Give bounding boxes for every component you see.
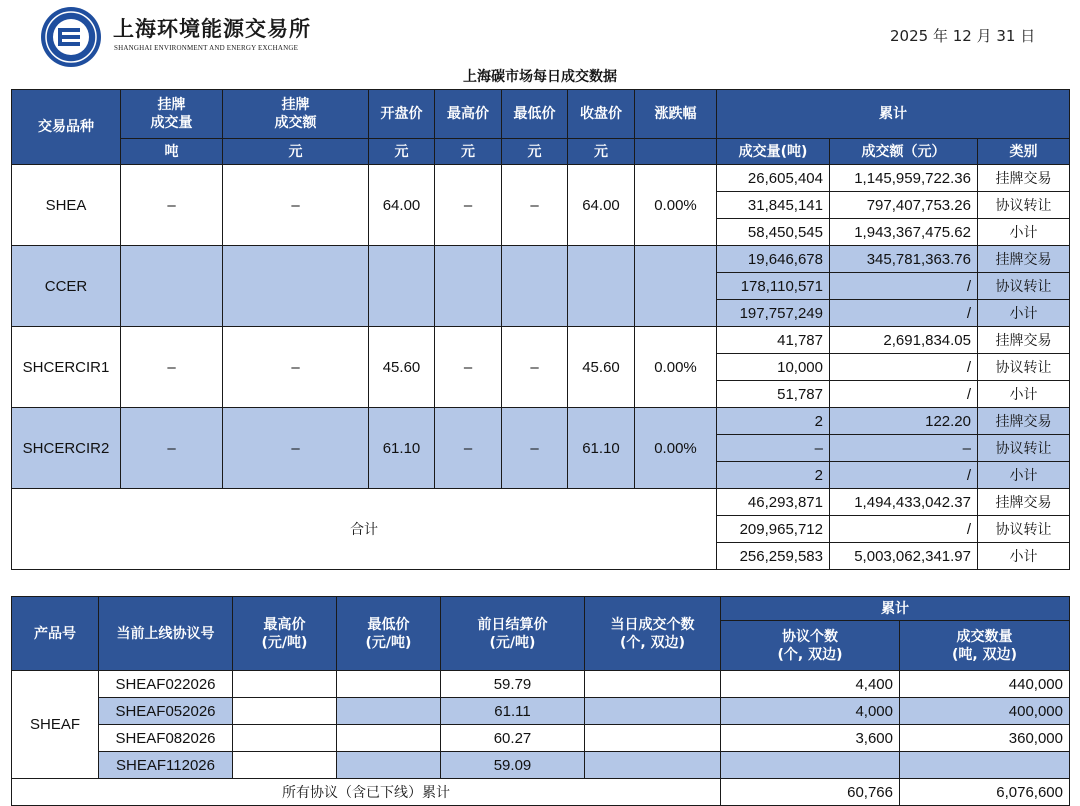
cell-cum-volume: 31,845,141 (717, 192, 830, 219)
cell-cum-amount: – (830, 435, 978, 462)
cell-low (337, 752, 441, 779)
cell-cum-volume: 26,605,404 (717, 165, 830, 192)
table-row (12, 752, 1070, 779)
cell-settle: 60.27 (441, 725, 585, 752)
cell-product: SHEA (12, 165, 121, 246)
cell-settle: 61.11 (441, 698, 585, 725)
cell-change: 0.00% (635, 327, 717, 408)
cell-open: 61.10 (369, 408, 435, 489)
cell-cum-volume: 41,787 (717, 327, 830, 354)
col-listed-volume-label: 挂牌 成交量 (150, 97, 193, 131)
cell-count: 4,400 (721, 671, 900, 698)
cell-daily (585, 752, 721, 779)
cell-total-type: 协议转让 (978, 516, 1070, 543)
cell-total-type: 小计 (978, 543, 1070, 570)
cell-total-amount: / (830, 516, 978, 543)
cell-listed-amount: – (223, 327, 369, 408)
cell-cum-type: 挂牌交易 (978, 327, 1070, 354)
unit-close: 元 (568, 139, 635, 165)
col-open: 开盘价 (369, 90, 435, 139)
cell-cum-amount: / (830, 381, 978, 408)
cell-cum-amount: 345,781,363.76 (830, 246, 978, 273)
col2-cum-qty (900, 621, 1070, 671)
cell-cum-volume: 58,450,545 (717, 219, 830, 246)
cell-cum-amount: 1,943,367,475.62 (830, 219, 978, 246)
cell-cum-type: 小计 (978, 300, 1070, 327)
col2-cum-qty-label: 成交数量 (吨, 双边) (952, 628, 1017, 663)
col2-cumulative: 累计 (721, 597, 1070, 621)
col-cumulative: 累计 (717, 90, 1070, 139)
cell-cum-type: 挂牌交易 (978, 246, 1070, 273)
cell-cum-amount: 2,691,834.05 (830, 327, 978, 354)
table-row (12, 408, 1070, 435)
cell-contract: SHEAF112026 (99, 752, 233, 779)
total-row (12, 779, 1070, 806)
cell-total-amount: 5,003,062,341.97 (830, 543, 978, 570)
cell-daily (585, 725, 721, 752)
col-listed-amount (223, 90, 369, 139)
col2-product: 产品号 (12, 597, 99, 671)
cell-daily (585, 671, 721, 698)
cell-contract: SHEAF052026 (99, 698, 233, 725)
unit-volume: 吨 (121, 139, 223, 165)
cell-cum-amount: 122.20 (830, 408, 978, 435)
cell-cum-volume: 51,787 (717, 381, 830, 408)
report-title: 上海碳市场每日成交数据 (463, 69, 617, 85)
unit-open: 元 (369, 139, 435, 165)
cell-cum-volume: 197,757,249 (717, 300, 830, 327)
cell-cum-volume: 2 (717, 408, 830, 435)
cell-low: – (502, 165, 568, 246)
cell-high: – (435, 327, 502, 408)
cell-low: – (502, 408, 568, 489)
cell-total-count: 60,766 (721, 779, 900, 806)
cell-total-amount: 1,494,433,042.37 (830, 489, 978, 516)
col-low: 最低价 (502, 90, 568, 139)
cell-high: – (435, 165, 502, 246)
cell-product: CCER (12, 246, 121, 327)
table-row (12, 698, 1070, 725)
cell-count: 4,000 (721, 698, 900, 725)
cell-low (337, 671, 441, 698)
cell-qty (900, 752, 1070, 779)
table-row (12, 671, 1070, 698)
cell-settle: 59.79 (441, 671, 585, 698)
cell-open: 64.00 (369, 165, 435, 246)
cell-listed-volume: – (121, 408, 223, 489)
total-label: 所有协议（含已下线）累计 (12, 779, 721, 806)
cell-cum-type: 协议转让 (978, 354, 1070, 381)
cell-qty: 360,000 (900, 725, 1070, 752)
cell-cum-type: 挂牌交易 (978, 165, 1070, 192)
cell-low (337, 725, 441, 752)
cell-low (337, 698, 441, 725)
cell-cum-amount: / (830, 273, 978, 300)
cell-cum-amount: / (830, 354, 978, 381)
page-header (0, 0, 1080, 90)
report-date: 2025 年 12 月 31 日 (890, 27, 1036, 45)
cell-qty: 440,000 (900, 671, 1070, 698)
cell-listed-volume (121, 246, 223, 327)
cell-close (568, 246, 635, 327)
col-high: 最高价 (435, 90, 502, 139)
cell-cum-type: 小计 (978, 219, 1070, 246)
unit-low: 元 (502, 139, 568, 165)
cell-listed-volume: – (121, 165, 223, 246)
cell-listed-amount (223, 246, 369, 327)
org-name-cn: 上海环境能源交易所 (113, 16, 311, 41)
unit-high: 元 (435, 139, 502, 165)
cell-cum-volume: – (717, 435, 830, 462)
cell-listed-amount: – (223, 165, 369, 246)
cell-open: 45.60 (369, 327, 435, 408)
total-row (12, 489, 1070, 516)
cell-high (233, 725, 337, 752)
cell-settle: 59.09 (441, 752, 585, 779)
unit-amount: 元 (223, 139, 369, 165)
col-listed-volume (121, 90, 223, 139)
total-label: 合计 (12, 489, 717, 570)
unit-change (635, 139, 717, 165)
cell-high: – (435, 408, 502, 489)
table-row (12, 246, 1070, 273)
col2-cum-count (721, 621, 900, 671)
cell-cum-type: 协议转让 (978, 435, 1070, 462)
cell-total-volume: 209,965,712 (717, 516, 830, 543)
cell-contract: SHEAF082026 (99, 725, 233, 752)
col2-daily (585, 597, 721, 671)
cell-total-qty: 6,076,600 (900, 779, 1070, 806)
table-row (12, 725, 1070, 752)
cell-cum-amount: 1,145,959,722.36 (830, 165, 978, 192)
cell-product: SHEAF (12, 671, 99, 779)
cell-close: 64.00 (568, 165, 635, 246)
col-cum-amount: 成交额（元） (830, 139, 978, 165)
col-cum-volume: 成交量(吨) (717, 139, 830, 165)
cell-change: 0.00% (635, 165, 717, 246)
cell-cum-type: 小计 (978, 462, 1070, 489)
cell-close: 45.60 (568, 327, 635, 408)
cell-listed-volume: – (121, 327, 223, 408)
cell-product: SHCERCIR2 (12, 408, 121, 489)
cell-high (435, 246, 502, 327)
cell-high (233, 698, 337, 725)
col2-settle (441, 597, 585, 671)
forward-contract-body (12, 671, 1070, 806)
cell-cum-type: 协议转让 (978, 273, 1070, 300)
org-name-en: SHANGHAI ENVIRONMENT AND ENERGY EXCHANGE (114, 44, 299, 52)
cell-open (369, 246, 435, 327)
col2-settle-label: 前日结算价 (元/吨) (477, 616, 548, 651)
exchange-logo-icon (40, 6, 102, 68)
daily-trading-table (11, 89, 1070, 570)
col2-daily-label: 当日成交个数 (个, 双边) (610, 616, 695, 651)
cell-qty: 400,000 (900, 698, 1070, 725)
cell-cum-volume: 10,000 (717, 354, 830, 381)
cell-cum-amount: / (830, 462, 978, 489)
cell-high (233, 752, 337, 779)
cell-count (721, 752, 900, 779)
cell-cum-volume: 19,646,678 (717, 246, 830, 273)
cell-total-type: 挂牌交易 (978, 489, 1070, 516)
col2-high-label: 最高价 (元/吨) (261, 616, 308, 651)
col-cum-type: 类别 (978, 139, 1070, 165)
cell-total-volume: 46,293,871 (717, 489, 830, 516)
cell-listed-amount: – (223, 408, 369, 489)
col2-contract: 当前上线协议号 (99, 597, 233, 671)
cell-cum-volume: 178,110,571 (717, 273, 830, 300)
daily-trading-body (12, 165, 1070, 570)
col-change: 涨跌幅 (635, 90, 717, 139)
col2-cum-count-label: 协议个数 (个, 双边) (777, 628, 843, 663)
cell-count: 3,600 (721, 725, 900, 752)
col-product: 交易品种 (12, 90, 121, 165)
cell-high (233, 671, 337, 698)
cell-cum-amount: 797,407,753.26 (830, 192, 978, 219)
forward-contract-table (11, 596, 1070, 806)
cell-total-volume: 256,259,583 (717, 543, 830, 570)
cell-change: 0.00% (635, 408, 717, 489)
table-row (12, 327, 1070, 354)
col-close: 收盘价 (568, 90, 635, 139)
cell-cum-type: 小计 (978, 381, 1070, 408)
cell-cum-type: 挂牌交易 (978, 408, 1070, 435)
cell-daily (585, 698, 721, 725)
table-row (12, 165, 1070, 192)
col-listed-amount-label: 挂牌 成交额 (274, 97, 317, 131)
cell-low (502, 246, 568, 327)
col2-low (337, 597, 441, 671)
cell-cum-amount: / (830, 300, 978, 327)
col2-low-label: 最低价 (元/吨) (365, 616, 412, 651)
col2-high (233, 597, 337, 671)
cell-close: 61.10 (568, 408, 635, 489)
cell-change (635, 246, 717, 327)
cell-product: SHCERCIR1 (12, 327, 121, 408)
cell-cum-volume: 2 (717, 462, 830, 489)
cell-low: – (502, 327, 568, 408)
cell-contract: SHEAF022026 (99, 671, 233, 698)
cell-cum-type: 协议转让 (978, 192, 1070, 219)
